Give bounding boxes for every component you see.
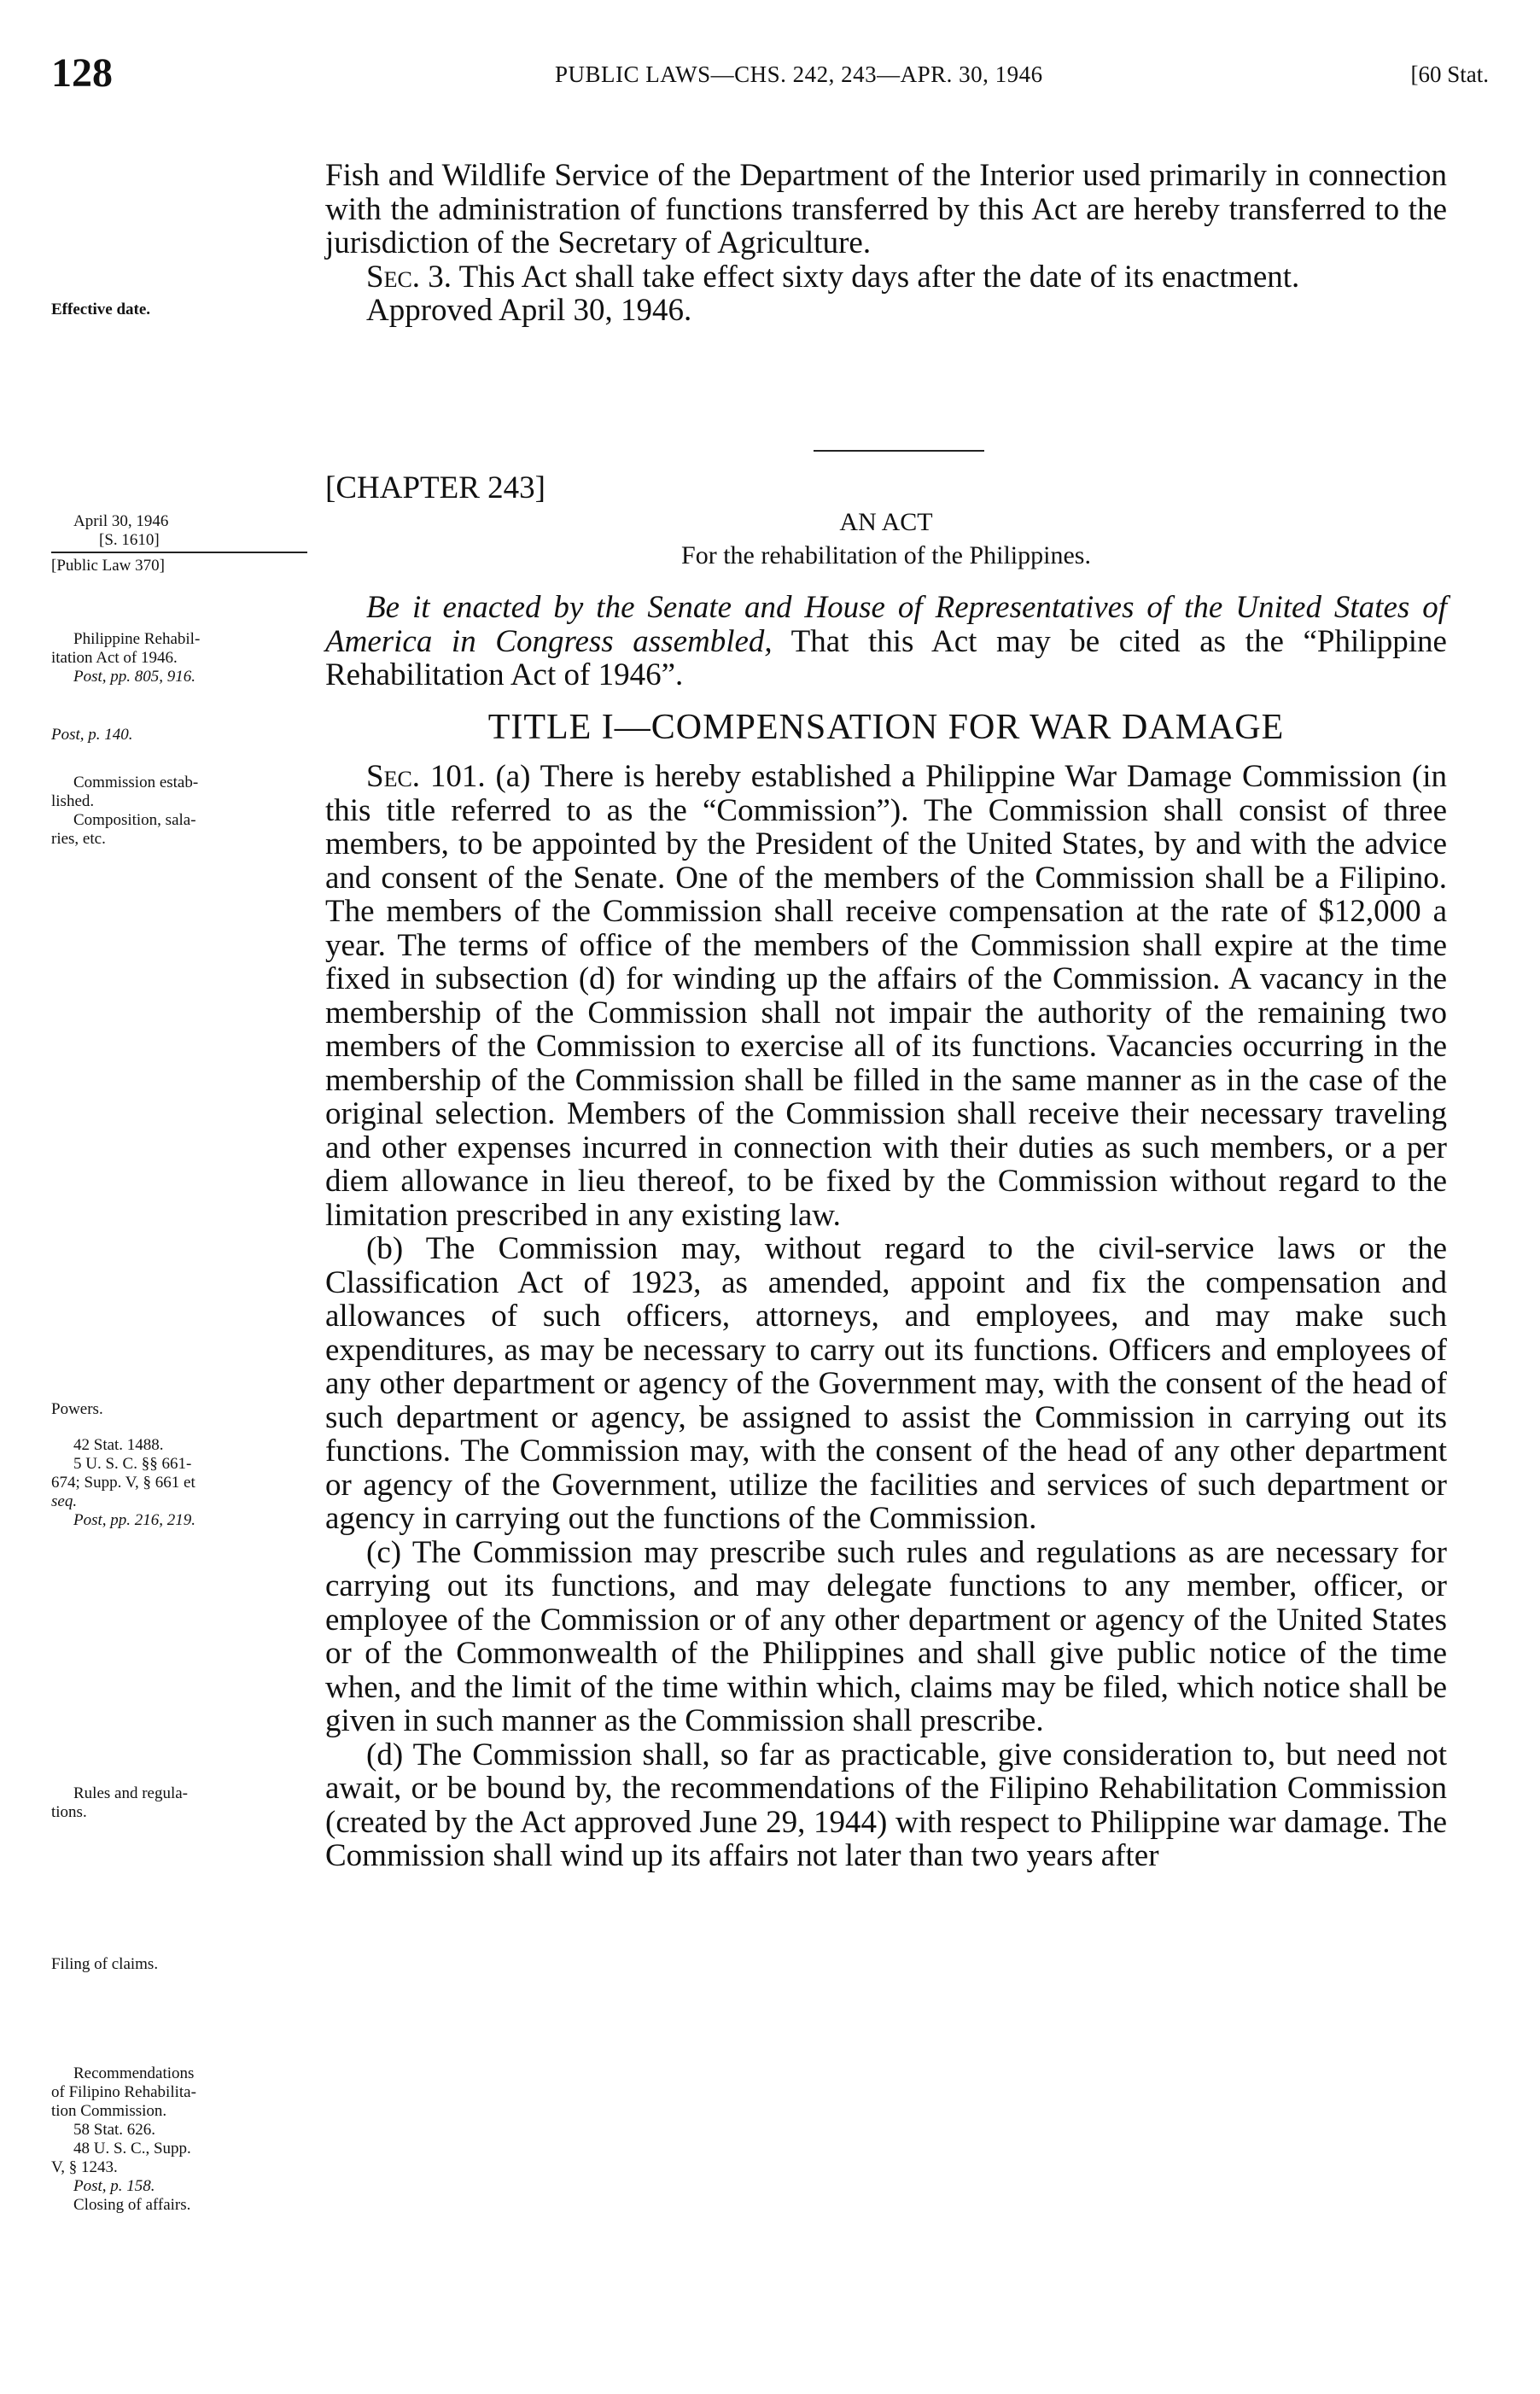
rules-note-line: tions. — [51, 1803, 87, 1821]
enacting-formula: Be it enacted by the Senate and House of Representatives of the United States of America in Congress assembled, — [325, 590, 1447, 659]
chapter-heading-block — [325, 471, 1447, 573]
powers-reference: 42 Stat. 1488. — [73, 1436, 164, 1454]
commission-note-line: Commission estab- — [73, 774, 199, 791]
powers-reference: Post, pp. 216, 219. — [73, 1511, 196, 1529]
approval-line: Approved April 30, 1946. — [366, 293, 692, 328]
margin-notes — [51, 0, 307, 2394]
commission-note-line: lished. — [51, 792, 95, 810]
section-101-d: (d) The Commission shall, so far as practicable, give consideration to, but need not await, or be bound by, the recommendations of the Filipino Rehabilitation Commission (created by the Act approved June 29, 1944) with respect to Philippine war damage. The Commission shall wind up its affairs not later than two years after — [325, 1737, 1447, 1873]
act-name-line: itation Act of 1946. — [51, 649, 178, 667]
section-101-b: (b) The Commission may, without regard to the civil-service laws or the Classification Act of 1923, as amended, appoint and fix the compensation and allowances of such officers, attorneys, and employees, and may make such expenditures, as may be necessary to carry out its functions. Officers and employees of any other department or agency of the Government may, with the consent of the head of such department or agency, be assigned to assist the Commission in carrying out its functions. The Commission may, with the consent of the head of any other department or agency of the Government, utilize the facilities and services of such department or agency in carrying out the functions of the Commission. — [325, 1231, 1447, 1536]
recommendations-reference: Post, p. 158. — [73, 2177, 155, 2195]
margin-note-date — [51, 512, 307, 550]
powers-reference: 5 U. S. C. §§ 661- — [73, 1455, 192, 1473]
act-heading: AN ACT — [839, 507, 933, 536]
margin-note-effective-date: Effective date. — [51, 301, 151, 318]
rules-note-line: Rules and regula- — [73, 1784, 189, 1802]
margin-note-act-name — [51, 630, 307, 686]
post-reference: Post, pp. 805, 916. — [73, 668, 196, 686]
recommendations-reference: V, § 1243. — [51, 2158, 118, 2176]
recommendations-note-line: Recommendations — [73, 2064, 195, 2082]
continuation-paragraph: Fish and Wildlife Service of the Department of the Interior used primarily in connection with the administration of functions transferred by this Act are hereby transferred to the jurisdiction of the Secretary of Agriculture. — [325, 158, 1447, 260]
section-101-a — [325, 760, 1447, 1232]
enacting-clause — [325, 591, 1447, 692]
composition-note-line: Composition, sala- — [73, 811, 196, 829]
section-label: Sec. 3. — [366, 259, 452, 295]
bill-number: [S. 1610] — [99, 531, 160, 549]
statute-reference: [60 Stat. — [1410, 61, 1489, 87]
subsection-a-text: (a) There is hereby established a Philippine War Damage Commission (in this title referred to as the “Commission”). The Commission shall consist of three members, to be appointed by the President of the United States, by and with the advice and consent of the Senate. One of the members of the Commission shall be a Filipino. The members of the Commission shall receive compensation at the rate of $12,000 a year. The terms of office of the members of the Commission shall expire at the time fixed in subsection (d) for winding up the affairs of the Commission. A vacancy in the membership of the Commission shall not impair the authority of the remaining two members of the Commission to exercise all of its functions. Vacancies occurring in the membership of the Commission shall be filled in the same manner as in the case of the original selection. Members of the Commission shall receive their necessary traveling and other expenses incurred in connection with their duties as such members, or a per diem allowance in lieu thereof, to be fixed by the Commission without regard to the limitation prescribed in any existing law. — [325, 759, 1448, 1233]
section-text: This Act shall take effect sixty days after the date of its enactment. — [458, 259, 1300, 295]
page-number: 128 — [51, 50, 113, 96]
powers-note: Powers. — [51, 1400, 103, 1418]
title-heading: TITLE I—COMPENSATION FOR WAR DAMAGE — [487, 707, 1285, 747]
section-101-c: (c) The Commission may prescribe such rules and regulations as are necessary for carrying out its functions, and may delegate functions to any member, officer, or employee of the Commission or of any other department or agency of the United States or of the Commonwealth of the Philippines and shall give public notice of the time when, and the limit of the time within which, claims may be filed, which notice shall be given in such manner as the Commission shall prescribe. — [325, 1534, 1447, 1738]
recommendations-reference: 58 Stat. 626. — [73, 2121, 156, 2139]
margin-note-powers — [51, 1400, 307, 1530]
closing-note: Closing of affairs. — [73, 2196, 191, 2214]
margin-note-commission — [51, 774, 307, 849]
composition-note-line: ries, etc. — [51, 830, 106, 848]
short-title: That this Act may be cited as the “Philippine Rehabilitation Act of 1946”. — [325, 623, 1447, 692]
chapter-divider — [814, 450, 984, 452]
powers-reference: seq. — [51, 1492, 78, 1510]
act-name-line: Philippine Rehabil- — [73, 630, 201, 648]
chapter-number: [CHAPTER 243] — [325, 470, 545, 505]
recommendations-reference: 48 U. S. C., Supp. — [73, 2140, 191, 2158]
act-purpose: For the rehabilitation of the Philippines. — [681, 541, 1091, 569]
main-text-body — [325, 591, 1447, 1873]
recommendations-note-line: of Filipino Rehabilita- — [51, 2083, 196, 2101]
approval-date: April 30, 1946 — [73, 512, 169, 530]
margin-rule — [51, 552, 307, 553]
main-text-top — [325, 159, 1447, 328]
section-3 — [325, 260, 1447, 295]
margin-note-rules — [51, 1784, 307, 1822]
powers-reference: 674; Supp. V, § 661 et — [51, 1474, 195, 1492]
running-head: PUBLIC LAWS—CHS. 242, 243—APR. 30, 1946 — [555, 61, 1043, 87]
section-label: Sec. 101. — [366, 759, 486, 794]
post-reference: Post, p. 140. — [51, 726, 133, 744]
public-law-number: [Public Law 370] — [51, 557, 165, 575]
margin-note-filing: Filing of claims. — [51, 1955, 159, 1973]
margin-note-recommendations — [51, 2064, 307, 2215]
recommendations-note-line: tion Commission. — [51, 2102, 167, 2120]
